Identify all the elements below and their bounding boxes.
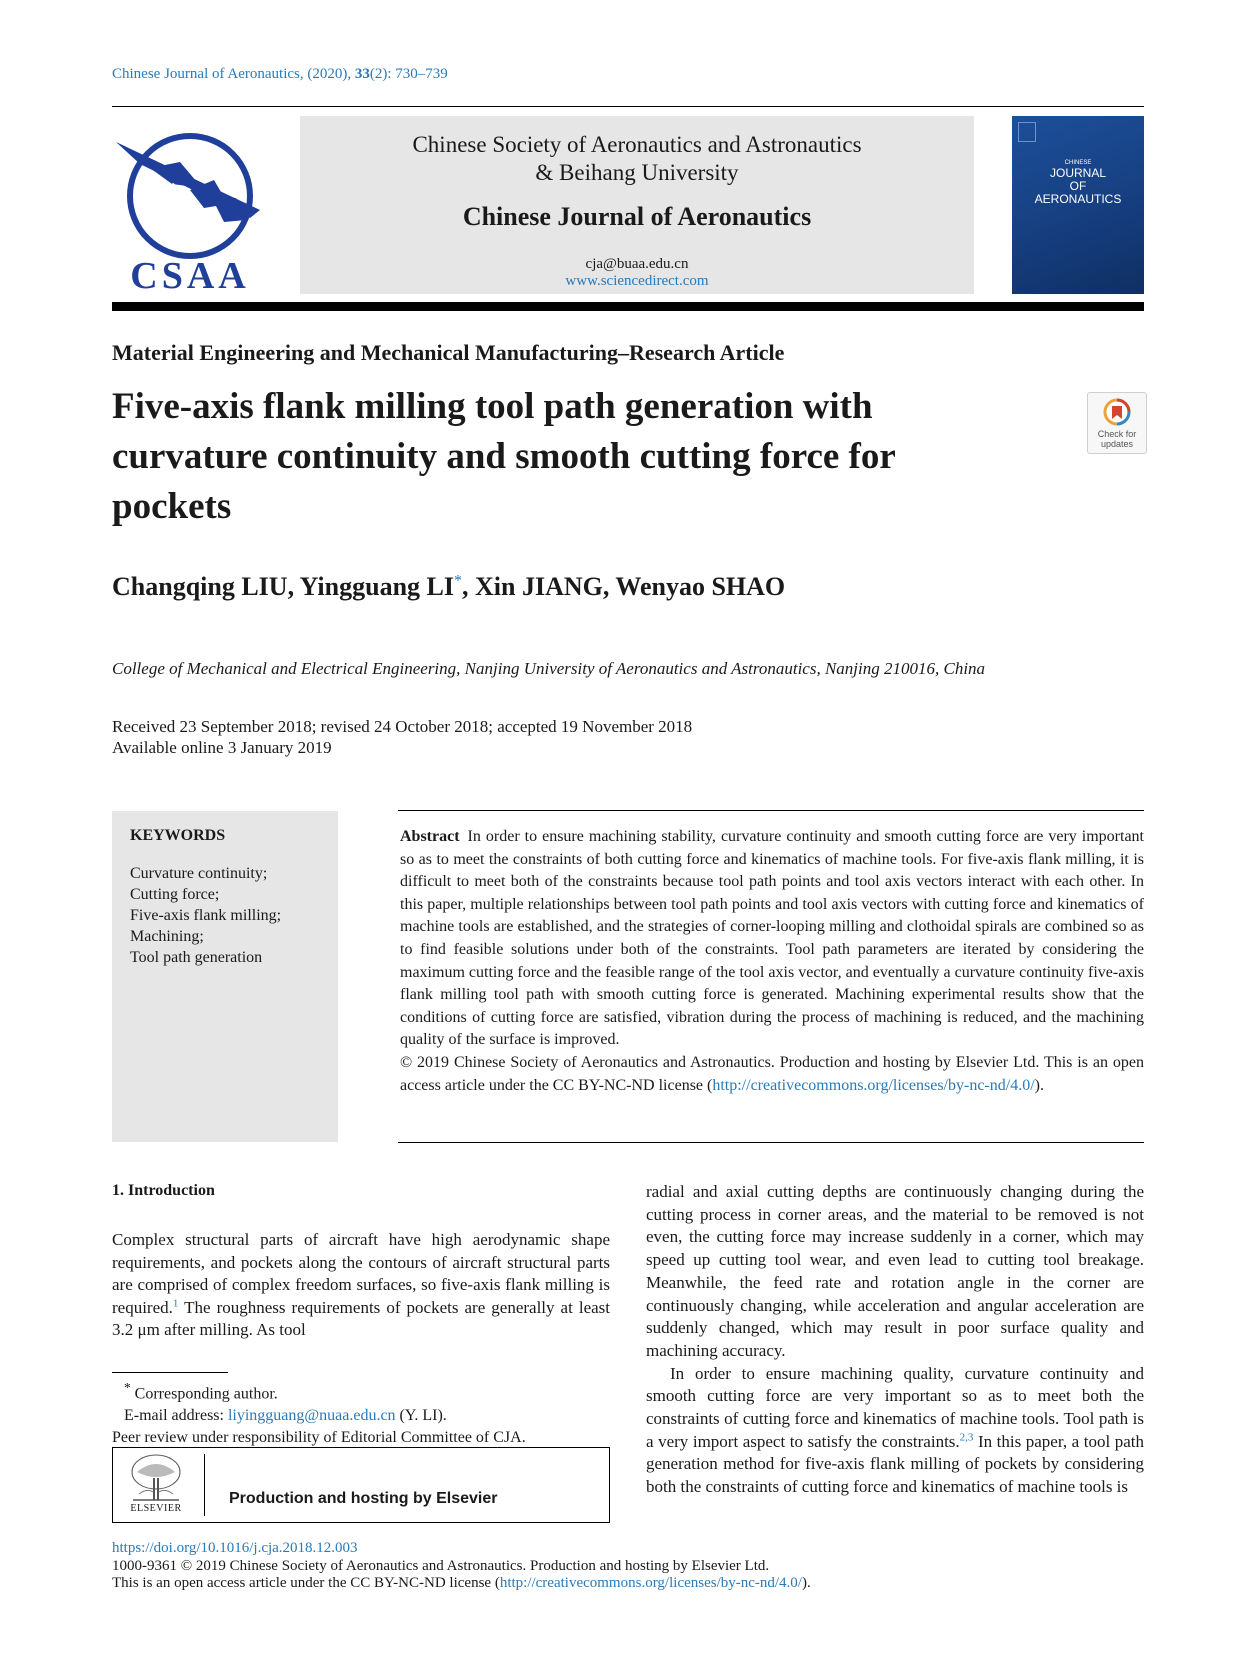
footnote <box>112 1377 526 1449</box>
footnote-mark: * <box>124 1380 131 1395</box>
abstract-copyright-text: © 2019 Chinese Society of Aeronautics and Astronautics. Production and hosting by Elsevier Ltd. This is an open access article under the CC BY-NC-ND license ( <box>400 1053 1144 1094</box>
footnote-rule <box>112 1372 228 1373</box>
abstract-label: Abstract <box>400 828 460 845</box>
journal-website-link[interactable]: www.sciencedirect.com <box>565 273 709 289</box>
intro-left-column <box>112 1229 610 1342</box>
article-section-type: Material Engineering and Mechanical Manufacturing–Research Article <box>112 340 785 365</box>
citation-issue: (2): 730–739 <box>369 66 448 82</box>
introduction-heading: 1. Introduction <box>112 1182 215 1199</box>
intro-right-text-2a: In order to ensure machining quality, curvature continuity and smooth cutting force are very important so as to meet both the constraints of cutting force and kinematics of machine tools. Tool path is a very import aspect to satisfy the constraints. <box>646 1363 1144 1451</box>
corresponding-author-text: Corresponding author. <box>130 1385 278 1403</box>
society-partner: & Beihang University <box>535 160 739 185</box>
abstract-copyright <box>400 1052 1144 1097</box>
intro-left-text-2: The roughness requirements of pockets are generally at least 3.2 μm after milling. As tool <box>112 1297 610 1339</box>
keywords-heading: KEYWORDS <box>130 827 226 844</box>
corresponding-author-mark[interactable]: * <box>454 572 462 590</box>
production-hosting-text: Production and hosting by Elsevier <box>229 1490 498 1507</box>
license-suffix: ). <box>801 1575 811 1591</box>
authors-first: Changqing LIU, Yingguang LI <box>112 572 454 601</box>
csaa-logo-text: CSAA <box>130 255 250 297</box>
cover-small-text: CHINESE <box>1064 160 1092 166</box>
cover-title-1: JOURNAL <box>1049 166 1106 180</box>
doi-link[interactable]: https://doi.org/10.1016/j.cja.2018.12.003 <box>112 1540 358 1556</box>
citation-volume: 33 <box>354 66 370 82</box>
intro-left-text-1: Complex structural parts of aircraft have high aerodynamic shape requirements, and pockets along the contours of aircraft structural parts are comprised of complex freedom surfaces, so five-axis flank milling is required. <box>112 1230 610 1317</box>
top-rule <box>112 106 1144 107</box>
reference-link[interactable]: 1 <box>172 1296 179 1309</box>
keywords-list <box>130 863 281 968</box>
journal-name: Chinese Journal of Aeronautics <box>462 202 812 231</box>
email-suffix: (Y. LI). <box>395 1407 447 1425</box>
citation-line[interactable] <box>112 66 448 83</box>
abstract-text: In order to ensure machining stability, curvature continuity and smooth cutting force are very important so as to meet the constraints of both cutting force and kinematics of machine tools. For five-axis flank milling, it is difficult to meet both of the constraints because tool path points and tool axis vectors interact with each other. In this paper, multiple relationships between tool path points and tool axis vectors with cutting force and kinematics of machine tools are established, and the strategies of corner-looping milling and clothoidal spirals are combined so as to find feasible solutions under both of the constraints. Tool path parameters are iterated by considering the maximum cutting force and the feasible range of the tool axis vector, and eventually a curvature continuity five-axis flank milling tool path with smooth cutting force is generated. Machining experimental results show that the conditions of cutting force are satisfied, vibration during the process of machining is reduced, and the machining quality of the surface is improved. <box>400 828 1144 1049</box>
authors <box>112 572 785 602</box>
peer-review-note: Peer review under responsibility of Editorial Committee of CJA. <box>112 1429 526 1447</box>
elsevier-logo-text: ELSEVIER <box>130 1503 182 1514</box>
issn-line: 1000-9361 © 2019 Chinese Society of Aeronautics and Astronautics. Production and hosting by Elsevier Ltd. <box>112 1557 770 1574</box>
license-line <box>112 1575 811 1593</box>
check-updates-line2: updates <box>1100 439 1134 449</box>
keyword-item: Five-axis flank milling; <box>130 907 282 924</box>
abstract-copyright-end: ). <box>1034 1076 1044 1094</box>
license-prefix: This is an open access article under the CC BY-NC-ND license ( <box>112 1575 500 1591</box>
email-label: E-mail address: <box>124 1407 228 1425</box>
publisher-divider <box>204 1454 205 1516</box>
cover-elsevier-icon <box>1018 122 1036 142</box>
authors-rest: , Xin JIANG, Wenyao SHAO <box>462 572 786 601</box>
cover-title-3: AERONAUTICS <box>1034 192 1122 206</box>
abstract-rule-bottom <box>398 1142 1144 1143</box>
csaa-logo <box>110 118 270 298</box>
affiliation: College of Mechanical and Electrical Engineering, Nanjing University of Aeronautics and Astronautics, Nanjing 210016, China <box>112 659 986 678</box>
corresponding-author-note <box>112 1377 526 1405</box>
society-name: Chinese Society of Aeronautics and Astronautics <box>412 132 862 157</box>
publisher-box <box>112 1447 610 1523</box>
license-link[interactable]: http://creativecommons.org/licenses/by-nc-nd/4.0/ <box>499 1575 802 1591</box>
author-email-link[interactable]: liyingguang@nuaa.edu.cn <box>227 1407 396 1425</box>
elsevier-tree-logo <box>127 1452 185 1504</box>
check-updates-line1: Check for <box>1097 429 1137 439</box>
article-title: Five-axis flank milling tool path generation with curvature continuity and smooth cutting force for pockets <box>112 386 896 527</box>
journal-email: cja@buaa.edu.cn <box>585 256 689 272</box>
received-line: Received 23 September 2018; revised 24 October 2018; accepted 19 November 2018 <box>112 717 693 736</box>
check-for-updates-button[interactable] <box>1087 392 1147 454</box>
abstract <box>400 826 1144 1097</box>
cover-title-2: OF <box>1069 179 1087 193</box>
society-header <box>300 116 974 294</box>
email-note <box>112 1405 526 1427</box>
cover-title <box>1012 160 1144 206</box>
keyword-item: Curvature continuity; <box>130 865 268 882</box>
citation-journal: Chinese Journal of Aeronautics, (2020), <box>112 66 355 82</box>
intro-right-column <box>646 1181 1144 1499</box>
abstract-rule-top <box>398 810 1144 811</box>
keywords-box <box>112 811 338 1142</box>
abstract-license-link[interactable]: http://creativecommons.org/licenses/by-nc-nd/4.0/ <box>712 1076 1035 1094</box>
intro-right-paragraph-1: radial and axial cutting depths are continuously changing during the cutting process in corner areas, and the material to be removed is not even, the cutting force may increase suddenly in a corner, which may speed up cutting tool wear, and even lead to cutting tool breakage. Meanwhile, the feed rate and rotation angle in the corner are continuously changing, while acceleration and angular acceleration are suddenly changed, which may result in poor surface quality and machining accuracy. <box>646 1182 1144 1360</box>
available-line: Available online 3 January 2019 <box>112 738 332 757</box>
check-updates-icon <box>1103 398 1131 426</box>
keyword-item: Cutting force; <box>130 886 220 903</box>
keyword-item: Tool path generation <box>130 949 263 966</box>
header-thick-rule <box>112 302 1144 311</box>
bottom-info <box>112 1540 811 1593</box>
abstract-body <box>400 826 1144 1052</box>
article-dates <box>112 716 692 758</box>
journal-cover <box>1012 116 1144 294</box>
intro-right-paragraph-2 <box>646 1363 1144 1499</box>
intro-right-text-2b: In this paper, a tool path generation method for five-axis flank milling of pockets by considering both the constraints of cutting force and kinematics of machine tools is <box>646 1431 1144 1497</box>
keyword-item: Machining; <box>130 928 204 945</box>
reference-link[interactable]: 2,3 <box>959 1431 974 1444</box>
check-updates-text <box>1088 429 1146 449</box>
